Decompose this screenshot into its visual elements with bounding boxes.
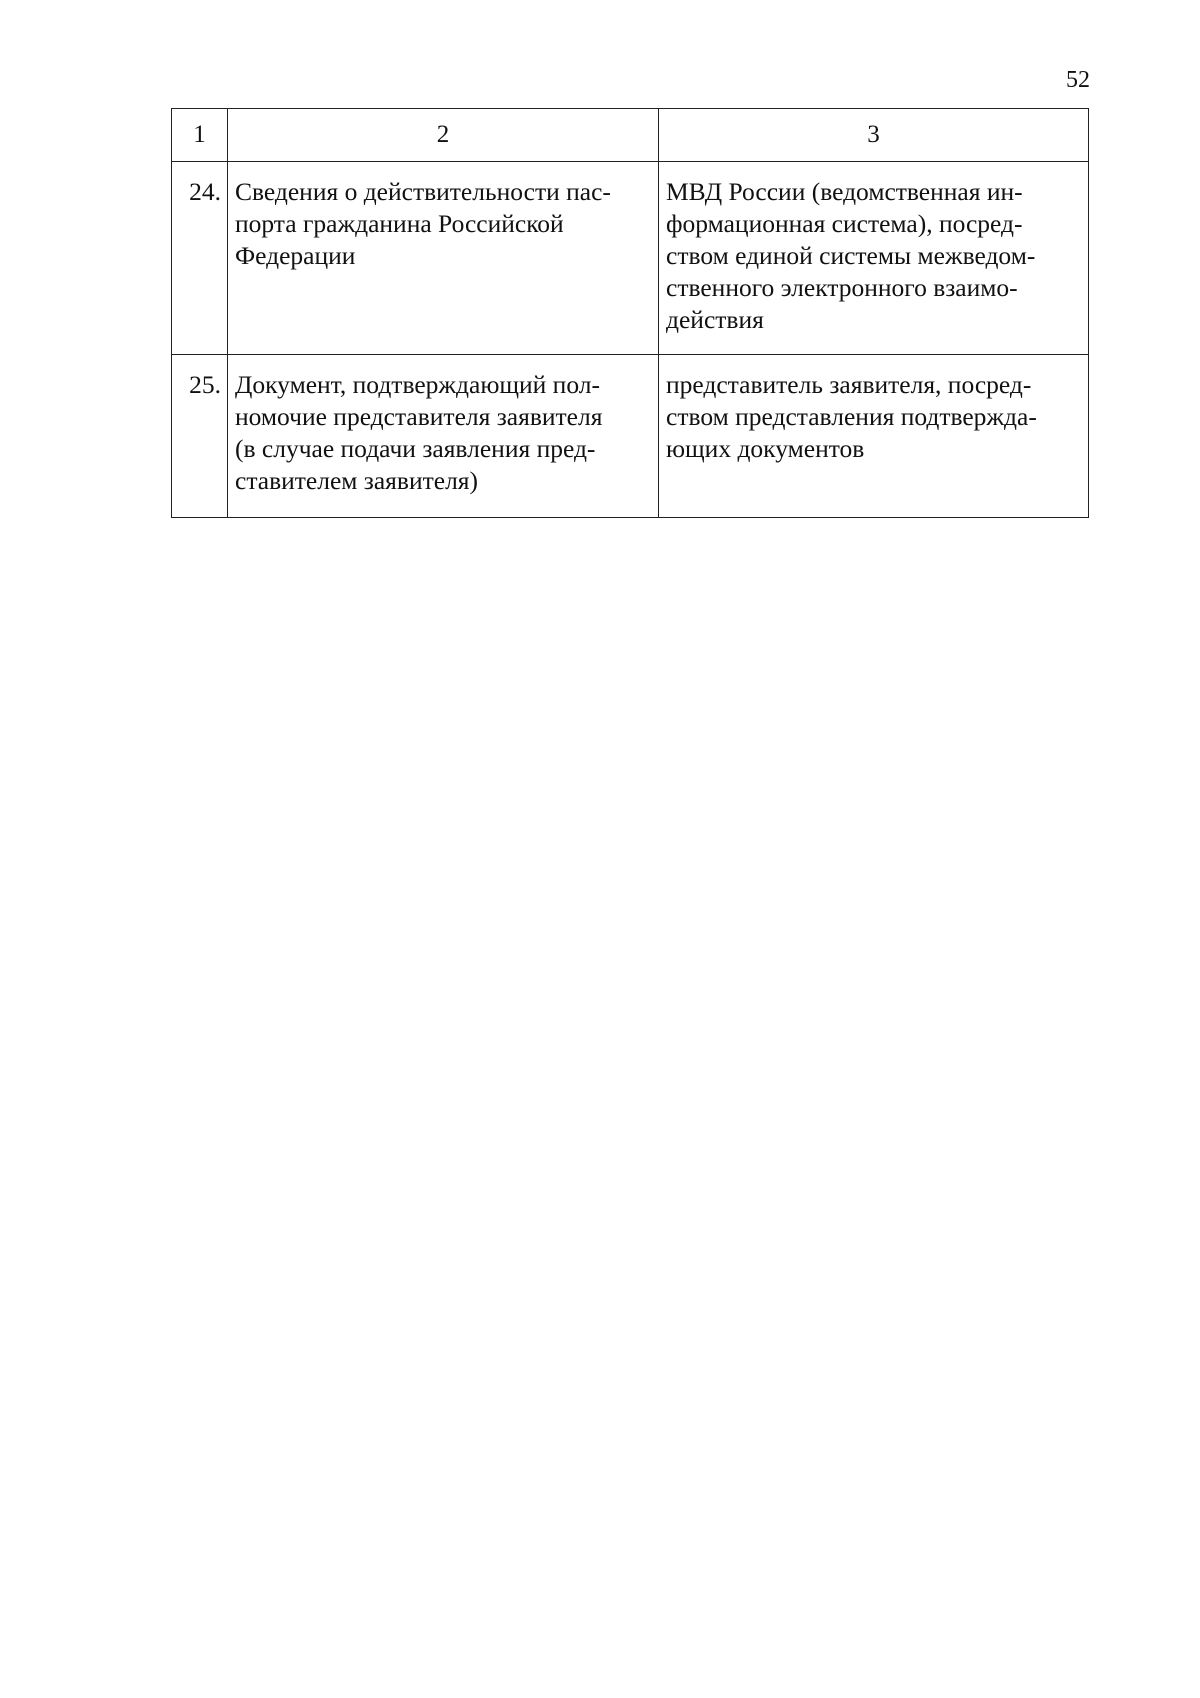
cell-line: действия [666,305,764,334]
document-name-cell [228,355,659,518]
table-header-row [172,109,1089,162]
column-header-1: 1 [172,109,228,162]
table-row [172,162,1089,355]
document-name-cell [228,162,659,355]
row-number: 24. [172,162,228,355]
table-row [172,355,1089,518]
cell-line: МВД России (ведомственная ин- [666,177,1023,206]
cell-line: ющих документов [666,434,865,463]
cell-line: Документ, подтверждающий пол- [235,370,600,399]
row-number: 25. [172,355,228,518]
cell-line: ством представления подтвержда- [666,402,1037,431]
column-header-3: 3 [659,109,1089,162]
cell-line: Федерации [235,241,356,270]
cell-line: (в случае подачи заявления пред- [235,434,596,463]
source-cell [659,162,1089,355]
cell-line: формационная система), посред- [666,209,1023,238]
page-number: 52 [1066,67,1090,93]
cell-line: номочие представителя заявителя [235,402,603,431]
column-header-2: 2 [228,109,659,162]
cell-line: порта гражданина Российской [235,209,564,238]
cell-line: ственного электронного взаимо- [666,273,1018,302]
cell-line: Сведения о действительности пас- [235,177,611,206]
document-table [171,108,1089,518]
cell-line: ством единой системы межведом- [666,241,1036,270]
cell-line: представитель заявителя, посред- [666,370,1032,399]
source-cell [659,355,1089,518]
cell-line: ставителем заявителя) [235,466,479,495]
